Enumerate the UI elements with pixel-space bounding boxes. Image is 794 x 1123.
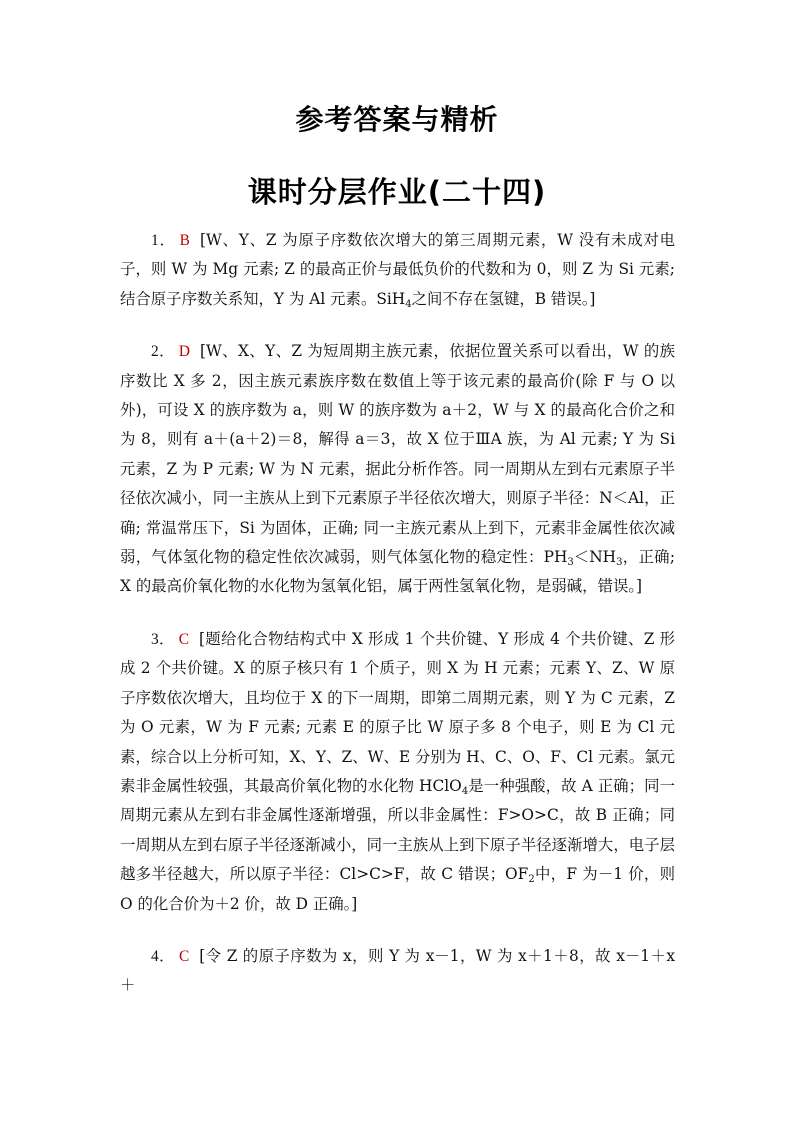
page-title: 参考答案与精析 — [295, 103, 499, 136]
explanation-text: [题给化合物结构式中 X 形成 1 个共价键、Y 形成 4 个共价键、Z 形成 2 个共价键。X 的原子核只有 1 个质子，则 X 为 H 元素；元素 Y、Z、W 原子序数依次增大，且均位于 X 的下一周期，即第二周期元素，则 Y 为 C 元素，Z 为 O 元素，W 为 F 元素; 元素 E 的原子比 W 原子多 8 个电子，则 E 为 Cl 元素，综合以上分析可知，X、Y、Z、W、E 分别为 H、C、O、F、Cl 元素。氯元素非金属性较强，其最高价氧化物的水化物 HClO — [120, 629, 675, 795]
explanation-text: [W、Y、Z 为原子序数依次增大的第三周期元素，W 没有未成对电子，则 W 为 Mg 元素; Z 的最高正价与最低负价的代数和为 0，则 Z 为 Si 元素; 结合原子序数关系知，Y 为 Al 元素。SiH — [120, 231, 675, 308]
explanation-text: [W、X、Y、Z 为短周期主族元素，依据位置关系可以看出，W 的族序数比 X 多 2，因主族元素族序数在数值上等于该元素的最高价(除 F 与 O 以外)，可设 X 的族序数为 a，则 W 的族序数为 a＋2，W 与 X 的最高化合价之和为 8，则有 a＋(a＋2)＝8，解得 a＝3，故 X 位于ⅢA 族，为 Al 元素; Y 为 Si 元素，Z 为 P 元素; W 为 N 元素，据此分析作答。同一周期从左到右元素原子半径依次减小，同一主族从上到下元素原子半径依次增大，则原子半径：N＜Al，正确; 常温常压下，Si 为固体，正确; 同一主族元素从上到下，元素非金属性依次减弱，气体氢化物的稳定性依次减弱，则气体氢化物的稳定性：PH — [120, 342, 675, 567]
question-number: 1． — [151, 232, 176, 249]
subscript: 2 — [528, 874, 535, 886]
answer-letter: C — [178, 947, 190, 965]
explanation-text: 中，F 为－1 价，则 O 的化合价为＋2 价，故 D 正确。] — [120, 865, 675, 913]
question-number: 2． — [151, 343, 175, 361]
answer-item-2 — [120, 337, 675, 602]
subscript: 3 — [616, 557, 623, 569]
question-number: 3． — [151, 630, 175, 648]
answer-list — [120, 226, 675, 1024]
subscript: 4 — [461, 785, 469, 797]
subscript: 3 — [567, 557, 574, 569]
answer-item-3 — [120, 625, 675, 919]
subscript: 4 — [405, 298, 412, 310]
explanation-text: 之间不存在氢键，B 错误。] — [411, 289, 596, 308]
explanation-text: ，正确; X 的最高价氧化物的水化物为氢氧化铝，属于两性氢氧化物，是弱碱，错误。] — [120, 548, 676, 596]
answer-item-4 — [120, 942, 675, 1001]
answer-item-1 — [120, 226, 675, 314]
answer-letter: B — [179, 232, 190, 249]
answer-letter: D — [178, 343, 190, 361]
explanation-text: ＜NH — [573, 548, 617, 567]
question-number: 4． — [151, 947, 175, 965]
answer-letter: C — [178, 630, 189, 648]
explanation-text: [令 Z 的原子序数为 x，则 Y 为 x－1，W 为 x＋1＋8，故 x－1＋x＋ — [120, 946, 675, 995]
explanation-text: 是一种强酸，故 A 正确；同一周期元素从左到右非金属性逐渐增强，所以非金属性：F>O>C，故 B 正确；同一周期从左到右原子半径逐渐减小，同一主族从上到下原子半径逐渐增大，电子层越多半径越大，所以原子半径：Cl>C>F，故 C 错误；OF — [120, 776, 675, 884]
page-subtitle: 课时分层作业(二十四) — [247, 175, 547, 209]
